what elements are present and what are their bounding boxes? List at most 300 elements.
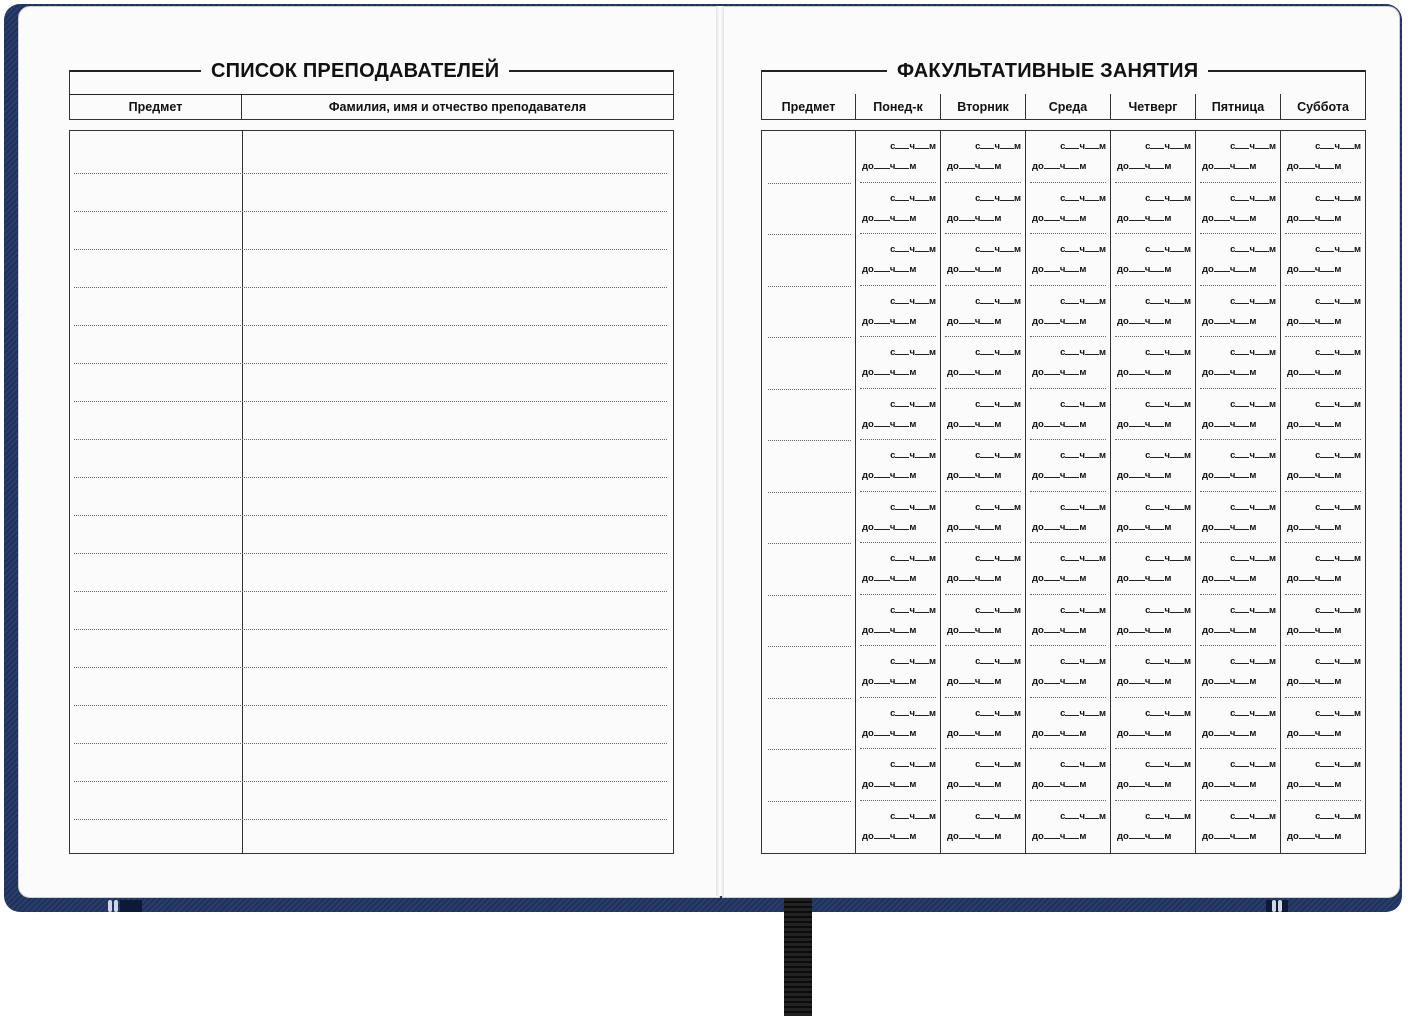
time-to-field[interactable]: до ч м (1287, 521, 1342, 533)
teacher-entry-line[interactable] (74, 819, 667, 820)
time-slot[interactable] (1111, 646, 1195, 698)
time-from-field[interactable]: с ч м (975, 707, 1021, 719)
time-slot[interactable] (856, 286, 940, 338)
time-slot[interactable] (1026, 698, 1110, 750)
teacher-entry-line[interactable] (74, 401, 667, 402)
time-from-field[interactable]: с ч м (1060, 759, 1106, 770)
time-from-field[interactable]: с ч м (975, 141, 1021, 152)
time-from-field[interactable]: с ч м (1060, 244, 1106, 255)
time-to-field[interactable]: до ч м (1202, 779, 1257, 790)
time-from-field[interactable]: с ч м (1145, 656, 1191, 667)
time-slot[interactable] (1196, 543, 1280, 595)
time-to-field[interactable]: до ч м (1117, 830, 1172, 842)
time-to-field[interactable]: до ч м (862, 727, 917, 739)
teacher-entry-line[interactable] (74, 591, 667, 592)
time-to-field[interactable]: до ч м (862, 212, 917, 224)
column-header-friday: Пятница (1196, 94, 1281, 119)
time-from-field[interactable]: с ч м (1315, 398, 1361, 410)
time-from-field[interactable]: с ч м (1315, 450, 1361, 461)
time-slot[interactable] (856, 440, 940, 492)
time-slot[interactable] (1281, 183, 1365, 235)
time-from-field[interactable]: с ч м (1315, 810, 1361, 822)
time-slot[interactable] (941, 646, 1025, 698)
time-to-field[interactable]: до ч м (1117, 367, 1172, 378)
time-to-field[interactable]: до ч м (1032, 418, 1087, 430)
time-to-field[interactable]: до ч м (1032, 264, 1087, 275)
time-from-field[interactable]: с ч м (1145, 707, 1191, 719)
time-from-field[interactable]: с ч м (1060, 347, 1106, 358)
teacher-entry-line[interactable] (74, 211, 667, 212)
time-from-field[interactable]: с ч м (1060, 295, 1106, 307)
time-slot[interactable] (1026, 595, 1110, 647)
time-from-field[interactable]: с ч м (890, 347, 936, 358)
time-slot[interactable] (941, 183, 1025, 235)
time-slot[interactable] (1111, 389, 1195, 441)
time-slot[interactable] (1026, 543, 1110, 595)
time-to-field[interactable]: до ч м (947, 573, 1002, 584)
time-slot[interactable] (1196, 698, 1280, 750)
time-from-field[interactable]: с ч м (1060, 192, 1106, 204)
time-slot[interactable] (1281, 749, 1365, 801)
time-slot[interactable] (1026, 131, 1110, 183)
time-to-field[interactable]: до ч м (947, 779, 1002, 790)
time-from-field[interactable]: с ч м (1230, 707, 1276, 719)
time-slot[interactable] (1111, 183, 1195, 235)
elective-subject-line[interactable] (768, 337, 851, 338)
time-from-field[interactable]: с ч м (890, 141, 936, 152)
right-header-frame (761, 70, 1366, 94)
time-to-field[interactable]: до ч м (1117, 161, 1172, 172)
time-slot[interactable] (856, 492, 940, 544)
time-to-field[interactable]: до ч м (1287, 470, 1342, 481)
teacher-entry-line[interactable] (74, 705, 667, 706)
time-slot[interactable] (1026, 389, 1110, 441)
teacher-entry-line[interactable] (74, 363, 667, 364)
time-slot[interactable] (941, 286, 1025, 338)
time-to-field[interactable]: до ч м (1117, 315, 1172, 327)
teacher-entry-line[interactable] (74, 173, 667, 174)
time-to-field[interactable]: до ч м (1117, 212, 1172, 224)
time-slot[interactable] (941, 543, 1025, 595)
time-to-field[interactable]: до ч м (1202, 161, 1257, 172)
time-from-field[interactable]: с ч м (1145, 450, 1191, 461)
time-from-field[interactable]: с ч м (975, 604, 1021, 616)
time-slot[interactable] (1281, 234, 1365, 286)
time-to-field[interactable]: до ч м (947, 212, 1002, 224)
time-slot[interactable] (1196, 440, 1280, 492)
time-from-field[interactable]: с ч м (975, 501, 1021, 513)
time-from-field[interactable]: с ч м (1315, 656, 1361, 667)
time-slot[interactable] (1196, 389, 1280, 441)
time-to-field[interactable]: до ч м (947, 367, 1002, 378)
time-to-field[interactable]: до ч м (1287, 367, 1342, 378)
time-to-field[interactable]: до ч м (1032, 521, 1087, 533)
time-from-field[interactable]: с ч м (1145, 347, 1191, 358)
time-slot[interactable] (1196, 801, 1280, 853)
time-to-field[interactable]: до ч м (1287, 161, 1342, 172)
time-from-field[interactable]: с ч м (890, 192, 936, 204)
time-slot[interactable] (1196, 183, 1280, 235)
time-to-field[interactable]: до ч м (1202, 676, 1257, 687)
teacher-entry-line[interactable] (74, 781, 667, 782)
time-from-field[interactable]: с ч м (975, 759, 1021, 770)
time-to-field[interactable]: до ч м (947, 830, 1002, 842)
time-slot[interactable] (1281, 131, 1365, 183)
time-slot[interactable] (1026, 337, 1110, 389)
time-from-field[interactable]: с ч м (1315, 553, 1361, 564)
time-to-field[interactable]: до ч м (1117, 418, 1172, 430)
time-slot[interactable] (941, 801, 1025, 853)
time-from-field[interactable]: с ч м (1315, 707, 1361, 719)
time-slot[interactable] (1196, 492, 1280, 544)
time-slot[interactable] (1026, 801, 1110, 853)
time-from-field[interactable]: с ч м (1315, 295, 1361, 307)
time-slot[interactable] (1111, 801, 1195, 853)
time-to-field[interactable]: до ч м (1032, 779, 1087, 790)
time-to-field[interactable]: до ч м (862, 779, 917, 790)
time-to-field[interactable]: до ч м (1202, 418, 1257, 430)
elastic-band-right (1266, 900, 1288, 912)
time-slot[interactable] (941, 337, 1025, 389)
time-slot[interactable] (1196, 749, 1280, 801)
time-to-field[interactable]: до ч м (1117, 624, 1172, 636)
time-from-field[interactable]: с ч м (890, 810, 936, 822)
elective-subject-line[interactable] (768, 749, 851, 750)
time-slot[interactable] (1111, 749, 1195, 801)
time-to-field[interactable]: до ч м (1117, 470, 1172, 481)
teacher-entry-line[interactable] (74, 515, 667, 516)
time-from-field[interactable]: с ч м (890, 450, 936, 461)
time-to-field[interactable]: до ч м (1287, 676, 1342, 687)
electives-table (761, 130, 1366, 854)
time-from-field[interactable]: с ч м (890, 759, 936, 770)
time-to-field[interactable]: до ч м (1287, 830, 1342, 842)
time-from-field[interactable]: с ч м (890, 553, 936, 564)
time-slot[interactable] (856, 337, 940, 389)
time-to-field[interactable]: до ч м (1202, 521, 1257, 533)
time-to-field[interactable]: до ч м (862, 418, 917, 430)
time-from-field[interactable]: с ч м (1315, 192, 1361, 204)
elective-subject-line[interactable] (768, 492, 851, 493)
time-slot[interactable] (1026, 234, 1110, 286)
elective-subject-line[interactable] (768, 389, 851, 390)
band-ring (1278, 900, 1282, 912)
time-slot[interactable] (1281, 440, 1365, 492)
time-slot[interactable] (1111, 698, 1195, 750)
time-from-field[interactable]: с ч м (975, 192, 1021, 204)
time-to-field[interactable]: до ч м (947, 676, 1002, 687)
time-from-field[interactable]: с ч м (1315, 347, 1361, 358)
time-to-field[interactable]: до ч м (1032, 212, 1087, 224)
time-to-field[interactable]: до ч м (1117, 676, 1172, 687)
time-to-field[interactable]: до ч м (862, 470, 917, 481)
time-from-field[interactable]: с ч м (1060, 707, 1106, 719)
elective-subject-line[interactable] (768, 595, 851, 596)
time-slot[interactable] (1281, 801, 1365, 853)
time-from-field[interactable]: с ч м (1060, 656, 1106, 667)
time-to-field[interactable]: до ч м (1202, 315, 1257, 327)
time-from-field[interactable]: с ч м (1315, 501, 1361, 513)
time-from-field[interactable]: с ч м (1230, 192, 1276, 204)
teacher-entry-line[interactable] (74, 439, 667, 440)
teacher-entry-line[interactable] (74, 667, 667, 668)
time-slot[interactable] (1111, 595, 1195, 647)
time-from-field[interactable]: с ч м (890, 656, 936, 667)
time-slot[interactable] (1281, 646, 1365, 698)
time-slot[interactable] (1111, 543, 1195, 595)
time-slot[interactable] (941, 234, 1025, 286)
time-to-field[interactable]: до ч м (947, 624, 1002, 636)
time-slot[interactable] (1111, 492, 1195, 544)
time-from-field[interactable]: с ч м (1145, 501, 1191, 513)
time-slot[interactable] (941, 749, 1025, 801)
time-slot[interactable] (1281, 595, 1365, 647)
time-slot[interactable] (941, 440, 1025, 492)
time-from-field[interactable]: с ч м (1145, 141, 1191, 152)
time-slot[interactable] (1111, 440, 1195, 492)
time-slot[interactable] (856, 183, 940, 235)
left-header-frame (69, 70, 674, 94)
time-slot[interactable] (941, 492, 1025, 544)
time-to-field[interactable]: до ч м (1032, 161, 1087, 172)
time-slot[interactable] (1281, 286, 1365, 338)
time-slot[interactable] (1196, 234, 1280, 286)
time-from-field[interactable]: с ч м (1230, 656, 1276, 667)
time-slot[interactable] (1196, 286, 1280, 338)
time-from-field[interactable]: с ч м (1230, 244, 1276, 255)
time-from-field[interactable]: с ч м (1145, 192, 1191, 204)
time-to-field[interactable]: до ч м (947, 470, 1002, 481)
band-ring (1272, 900, 1276, 912)
right-table-header (761, 94, 1366, 120)
time-to-field[interactable]: до ч м (1032, 573, 1087, 584)
time-slot[interactable] (1281, 698, 1365, 750)
time-from-field[interactable]: с ч м (1060, 553, 1106, 564)
time-to-field[interactable]: до ч м (1032, 676, 1087, 687)
time-to-field[interactable]: до ч м (1287, 418, 1342, 430)
time-from-field[interactable]: с ч м (975, 553, 1021, 564)
time-from-field[interactable]: с ч м (1060, 604, 1106, 616)
time-from-field[interactable]: с ч м (975, 244, 1021, 255)
time-to-field[interactable]: до ч м (1287, 573, 1342, 584)
left-header-divider (69, 94, 674, 95)
time-to-field[interactable]: до ч м (862, 830, 917, 842)
time-to-field[interactable]: до ч м (1287, 779, 1342, 790)
time-slot[interactable] (1026, 749, 1110, 801)
time-to-field[interactable]: до ч м (947, 264, 1002, 275)
time-to-field[interactable]: до ч м (1202, 367, 1257, 378)
time-to-field[interactable]: до ч м (1117, 264, 1172, 275)
time-from-field[interactable]: с ч м (1230, 141, 1276, 152)
time-from-field[interactable]: с ч м (1315, 759, 1361, 770)
time-to-field[interactable]: до ч м (1287, 264, 1342, 275)
teacher-entry-line[interactable] (74, 477, 667, 478)
time-to-field[interactable]: до ч м (862, 161, 917, 172)
time-to-field[interactable]: до ч м (947, 418, 1002, 430)
time-to-field[interactable]: до ч м (1202, 470, 1257, 481)
time-to-field[interactable]: до ч м (862, 676, 917, 687)
time-to-field[interactable]: до ч м (1117, 779, 1172, 790)
time-slot[interactable] (1026, 286, 1110, 338)
time-from-field[interactable]: с ч м (975, 656, 1021, 667)
time-slot[interactable] (856, 646, 940, 698)
teacher-entry-line[interactable] (74, 553, 667, 554)
time-from-field[interactable]: с ч м (1230, 759, 1276, 770)
time-from-field[interactable]: с ч м (1060, 810, 1106, 822)
time-slot[interactable] (1026, 440, 1110, 492)
time-to-field[interactable]: до ч м (1202, 624, 1257, 636)
time-from-field[interactable]: с ч м (890, 398, 936, 410)
time-to-field[interactable]: до ч м (1117, 521, 1172, 533)
time-slot[interactable] (856, 698, 940, 750)
time-from-field[interactable]: с ч м (1230, 501, 1276, 513)
time-from-field[interactable]: с ч м (1145, 810, 1191, 822)
time-slot[interactable] (1026, 183, 1110, 235)
time-slot[interactable] (941, 389, 1025, 441)
time-from-field[interactable]: с ч м (975, 347, 1021, 358)
time-from-field[interactable]: с ч м (1145, 398, 1191, 410)
time-from-field[interactable]: с ч м (1230, 347, 1276, 358)
time-to-field[interactable]: до ч м (1202, 830, 1257, 842)
elective-subject-line[interactable] (768, 646, 851, 647)
time-from-field[interactable]: с ч м (1230, 295, 1276, 307)
time-from-field[interactable]: с ч м (1145, 244, 1191, 255)
time-from-field[interactable]: с ч м (975, 295, 1021, 307)
time-to-field[interactable]: до ч м (1032, 727, 1087, 739)
teachers-table-column-divider (242, 131, 243, 853)
bookmark-ribbon[interactable] (784, 898, 812, 1016)
time-to-field[interactable]: до ч м (1202, 573, 1257, 584)
elective-subject-line[interactable] (768, 183, 851, 184)
elective-subject-line[interactable] (768, 801, 851, 802)
time-to-field[interactable]: до ч м (1202, 212, 1257, 224)
time-slot[interactable] (1281, 389, 1365, 441)
time-from-field[interactable]: с ч м (1230, 398, 1276, 410)
time-slot[interactable] (856, 801, 940, 853)
time-slot[interactable] (941, 698, 1025, 750)
time-from-field[interactable]: с ч м (1230, 810, 1276, 822)
time-to-field[interactable]: до ч м (862, 315, 917, 327)
column-header-tuesday: Вторник (941, 94, 1026, 119)
time-slot[interactable] (1026, 646, 1110, 698)
day-column-saturday (1281, 131, 1365, 853)
time-to-field[interactable]: до ч м (1287, 727, 1342, 739)
time-to-field[interactable]: до ч м (862, 367, 917, 378)
teacher-entry-line[interactable] (74, 325, 667, 326)
time-slot[interactable] (1196, 646, 1280, 698)
time-from-field[interactable]: с ч м (1230, 604, 1276, 616)
time-to-field[interactable]: до ч м (1287, 212, 1342, 224)
time-slot[interactable] (1111, 337, 1195, 389)
column-header-subject: Предмет (762, 94, 856, 119)
time-to-field[interactable]: до ч м (1287, 315, 1342, 327)
time-to-field[interactable]: до ч м (862, 624, 917, 636)
time-to-field[interactable]: до ч м (947, 161, 1002, 172)
time-from-field[interactable]: с ч м (1315, 604, 1361, 616)
time-from-field[interactable]: с ч м (1230, 450, 1276, 461)
time-from-field[interactable]: с ч м (1145, 759, 1191, 770)
time-from-field[interactable]: с ч м (1145, 553, 1191, 564)
time-slot[interactable] (1026, 492, 1110, 544)
column-header-thursday: Четверг (1111, 94, 1196, 119)
time-slot[interactable] (856, 131, 940, 183)
time-to-field[interactable]: до ч м (947, 727, 1002, 739)
time-from-field[interactable]: с ч м (890, 244, 936, 255)
time-from-field[interactable]: с ч м (890, 707, 936, 719)
time-to-field[interactable]: до ч м (862, 521, 917, 533)
day-column-monday (856, 131, 941, 853)
time-slot[interactable] (1111, 234, 1195, 286)
time-to-field[interactable]: до ч м (1117, 573, 1172, 584)
column-header-subject: Предмет (70, 94, 242, 119)
time-to-field[interactable]: до ч м (1202, 264, 1257, 275)
time-to-field[interactable]: до ч м (862, 264, 917, 275)
time-to-field[interactable]: до ч м (1117, 727, 1172, 739)
time-from-field[interactable]: с ч м (1315, 244, 1361, 255)
time-slot[interactable] (941, 595, 1025, 647)
time-slot[interactable] (1111, 286, 1195, 338)
time-slot[interactable] (1196, 595, 1280, 647)
time-from-field[interactable]: с ч м (1145, 604, 1191, 616)
time-slot[interactable] (1196, 337, 1280, 389)
time-from-field[interactable]: с ч м (975, 398, 1021, 410)
teacher-entry-line[interactable] (74, 249, 667, 250)
time-from-field[interactable]: с ч м (890, 295, 936, 307)
time-from-field[interactable]: с ч м (1060, 501, 1106, 513)
time-from-field[interactable]: с ч м (890, 501, 936, 513)
teacher-entry-line[interactable] (74, 287, 667, 288)
time-to-field[interactable]: до ч м (1032, 315, 1087, 327)
time-to-field[interactable]: до ч м (947, 521, 1002, 533)
time-from-field[interactable]: с ч м (1315, 141, 1361, 152)
time-slot[interactable] (1281, 337, 1365, 389)
time-from-field[interactable]: с ч м (1060, 450, 1106, 461)
elective-subject-line[interactable] (768, 440, 851, 441)
time-slot[interactable] (856, 234, 940, 286)
time-slot[interactable] (856, 543, 940, 595)
teacher-entry-line[interactable] (74, 743, 667, 744)
time-from-field[interactable]: с ч м (1060, 398, 1106, 410)
time-to-field[interactable]: до ч м (1032, 367, 1087, 378)
time-to-field[interactable]: до ч м (862, 573, 917, 584)
time-to-field[interactable]: до ч м (947, 315, 1002, 327)
time-to-field[interactable]: до ч м (1202, 727, 1257, 739)
time-from-field[interactable]: с ч м (1145, 295, 1191, 307)
time-slot[interactable] (856, 389, 940, 441)
elective-subject-line[interactable] (768, 286, 851, 287)
time-to-field[interactable]: до ч м (1032, 830, 1087, 842)
time-from-field[interactable]: с ч м (975, 810, 1021, 822)
elective-subject-line[interactable] (768, 698, 851, 699)
elective-subject-line[interactable] (768, 234, 851, 235)
time-slot[interactable] (941, 131, 1025, 183)
time-slot[interactable] (1281, 492, 1365, 544)
time-slot[interactable] (1196, 131, 1280, 183)
elective-subject-line[interactable] (768, 543, 851, 544)
time-from-field[interactable]: с ч м (1230, 553, 1276, 564)
time-slot[interactable] (1281, 543, 1365, 595)
time-to-field[interactable]: до ч м (1287, 624, 1342, 636)
time-to-field[interactable]: до ч м (1032, 624, 1087, 636)
time-to-field[interactable]: до ч м (1032, 470, 1087, 481)
time-slot[interactable] (1111, 131, 1195, 183)
time-slot[interactable] (856, 595, 940, 647)
time-from-field[interactable]: с ч м (975, 450, 1021, 461)
teacher-entry-line[interactable] (74, 629, 667, 630)
time-from-field[interactable]: с ч м (1060, 141, 1106, 152)
time-slot[interactable] (856, 749, 940, 801)
time-from-field[interactable]: с ч м (890, 604, 936, 616)
